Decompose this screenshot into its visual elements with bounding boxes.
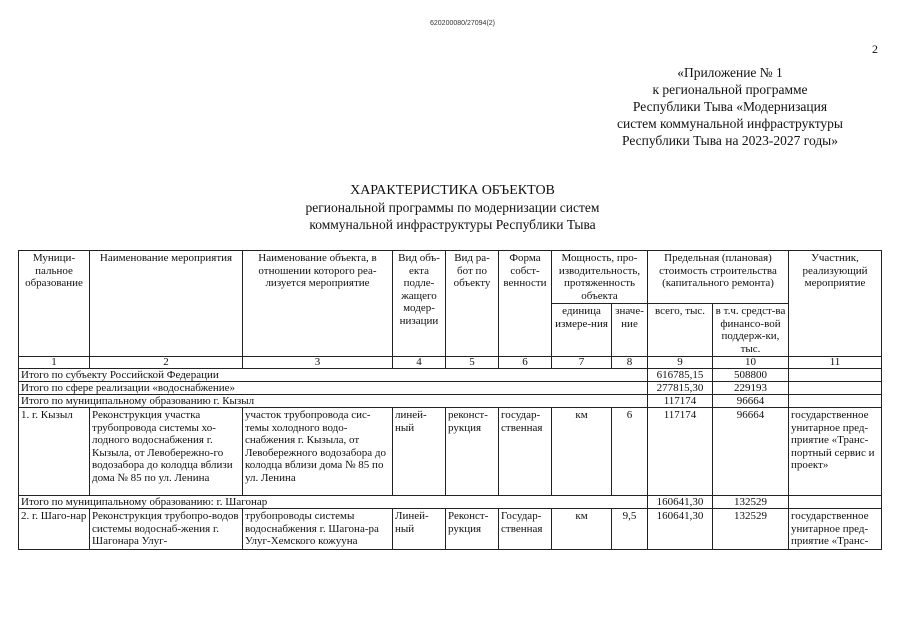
- title-line-1: ХАРАКТЕРИСТИКА ОБЪЕКТОВ: [350, 183, 555, 198]
- total-value: 616785,15: [648, 369, 713, 382]
- appendix-line-4: систем коммунальной инфраструктуры: [616, 116, 843, 131]
- cell-support: 132529: [713, 509, 789, 550]
- cell-value: 9,5: [612, 509, 648, 550]
- table-row-shagonar: [19, 509, 882, 550]
- total-row-subject: [19, 369, 882, 382]
- empty-cell: [789, 395, 882, 408]
- appendix-line-2: к региональной программе: [652, 82, 808, 97]
- total-value: 117174: [648, 395, 713, 408]
- header-measure: Наименование мероприятия: [90, 251, 243, 357]
- col-num-3: 3: [243, 357, 393, 369]
- objects-table: [18, 250, 882, 550]
- col-num-2: 2: [90, 357, 243, 369]
- header-municipality: Муници-пальное образование: [19, 251, 90, 357]
- col-num-11: 11: [789, 357, 882, 369]
- cell-unit: км: [552, 509, 612, 550]
- header-ownership: Форма собст-венности: [499, 251, 552, 357]
- support-value: 508800: [713, 369, 789, 382]
- cell-municipality: 1. г. Кызыл: [19, 408, 90, 496]
- header-participant: Участник, реализующий мероприятие: [789, 251, 882, 357]
- col-num-7: 7: [552, 357, 612, 369]
- total-value: 160641,30: [648, 496, 713, 509]
- column-number-row: [19, 357, 882, 369]
- title-line-2: региональной программы по модернизации систем: [305, 200, 600, 215]
- title-line-3: коммунальной инфраструктуры Республики Тыва: [309, 217, 596, 232]
- cell-participant: государственное унитарное пред-приятие «Транс-: [789, 509, 882, 550]
- empty-cell: [789, 382, 882, 395]
- cell-value: 6: [612, 408, 648, 496]
- cell-object: трубопроводы системы водоснабжения г. Шагона-ра Улуг-Хемского кожууна: [243, 509, 393, 550]
- col-num-6: 6: [499, 357, 552, 369]
- cell-object-type: линей-ный: [393, 408, 446, 496]
- cell-participant: государственное унитарное пред-приятие «Транс-портный сервис и проект»: [789, 408, 882, 496]
- cell-support: 96664: [713, 408, 789, 496]
- cell-measure: Реконструкция трубопро-водов системы водоснаб-жения г. Шагонара Улуг-: [90, 509, 243, 550]
- cell-total: 160641,30: [648, 509, 713, 550]
- col-num-8: 8: [612, 357, 648, 369]
- cell-measure: Реконструкция участка трубопровода системы хо-лодного водоснабжения г. Кызыла, от Левобережно-го водозабора до колодца вблизи дома № 85 по ул. Ленина: [90, 408, 243, 496]
- header-work-type: Вид ра-бот по объекту: [446, 251, 499, 357]
- cell-total: 117174: [648, 408, 713, 496]
- total-value: 277815,30: [648, 382, 713, 395]
- empty-cell: [789, 496, 882, 509]
- support-value: 96664: [713, 395, 789, 408]
- appendix-line-5: Республики Тыва на 2023-2027 годы»: [621, 133, 839, 148]
- col-num-1: 1: [19, 357, 90, 369]
- total-label: Итого по муниципальному образованию г. Кызыл: [19, 395, 648, 408]
- header-total: всего, тыс.: [648, 304, 713, 357]
- col-num-10: 10: [713, 357, 789, 369]
- total-row-sphere: [19, 382, 882, 395]
- header-unit: единица измере-ния: [552, 304, 612, 357]
- header-capacity: Мощность, про-изводительность, протяженность объекта: [552, 251, 648, 304]
- header-cost: Предельная (плановая) стоимость строительства (капитального ремонта): [648, 251, 789, 304]
- cell-object-type: Линей-ный: [393, 509, 446, 550]
- support-value: 132529: [713, 496, 789, 509]
- col-num-4: 4: [393, 357, 446, 369]
- empty-cell: [789, 369, 882, 382]
- header-object: Наименование объекта, в отношении которого реа-лизуется мероприятие: [243, 251, 393, 357]
- document-id: 620200080/27094(2): [430, 20, 496, 27]
- cell-work-type: реконст-рукция: [446, 408, 499, 496]
- appendix-header: [560, 64, 900, 149]
- header-support: в т.ч. средст-ва финансо-вой поддерж-ки, тыс.: [713, 304, 789, 357]
- cell-ownership: государ-ственная: [499, 408, 552, 496]
- cell-object: участок трубопровода сис-темы холодного водо-снабжения г. Кызыла, от Левобережного водозабора до колодца вблизи дома № 85 по ул. Ленина: [243, 408, 393, 496]
- appendix-line-1: «Приложение № 1: [677, 65, 783, 80]
- cell-unit: км: [552, 408, 612, 496]
- appendix-line-3: Республики Тыва «Модернизация: [632, 99, 828, 114]
- header-row-1: [19, 251, 882, 304]
- header-object-type: Вид объ-екта подле-жащего модер-низации: [393, 251, 446, 357]
- total-label: Итого по субъекту Российской Федерации: [19, 369, 648, 382]
- document-title: [0, 182, 905, 233]
- total-row-kyzyl: [19, 395, 882, 408]
- cell-ownership: Государ-ственная: [499, 509, 552, 550]
- header-value: значе-ние: [612, 304, 648, 357]
- cell-municipality: 2. г. Шаго-нар: [19, 509, 90, 550]
- table-row-kyzyl: [19, 408, 882, 496]
- total-label: Итого по сфере реализации «водоснабжение»: [19, 382, 648, 395]
- col-num-9: 9: [648, 357, 713, 369]
- page-number: 2: [872, 42, 878, 56]
- total-label: Итого по муниципальному образованию: г. Шагонар: [19, 496, 648, 509]
- support-value: 229193: [713, 382, 789, 395]
- col-num-5: 5: [446, 357, 499, 369]
- total-row-shagonar: [19, 496, 882, 509]
- cell-work-type: Реконст-рукция: [446, 509, 499, 550]
